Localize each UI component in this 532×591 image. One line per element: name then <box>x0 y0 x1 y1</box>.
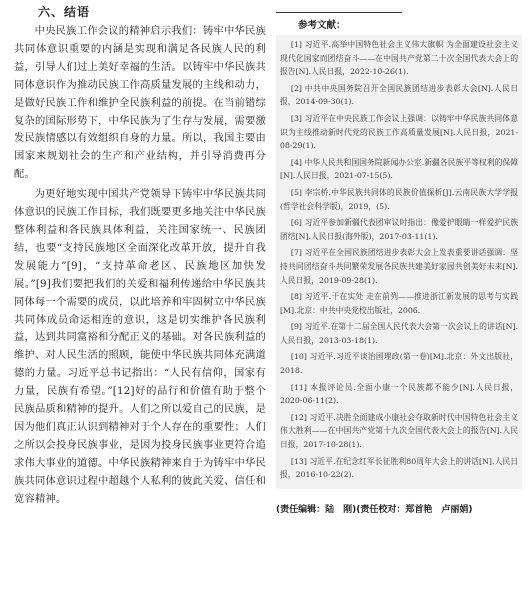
reference-item: [7] 习近平在全国民族团结进步表彰大会上发表重要讲话强调：坚持共同团结奋斗共同繁荣发展各民族共建美好家园共创美好未来[N].人民日报，2019-09-28(1). <box>280 248 518 285</box>
body-paragraph: 中央民族工作会议的精神启示我们：铸牢中华民族共同体意识重要的内涵是实现和满足各民族人民的利益，引导人们过上美好幸福的生活。以铸牢中华民族共同体意识作为推动民族工作高质量发展的主线和动力，是做好民族工作和维护全民族利益的前提。在当前错综复杂的国际形势下，中华民族为了生存与发展，需要激发民族情感以有效组织自身的力量。所以，我国主要由国家来规划社会的生产和产业结构，并引导消费再分配。 <box>14 25 266 181</box>
references-column <box>276 4 522 517</box>
reference-item: [4] 中华人民共和国国务院新闻办公室.新疆各民族平等权利的保障[N].人民日报，2021-07-15(5). <box>280 157 518 181</box>
reference-item: [10] 习近平.习近平谈治国理政(第一卷)[M].北京：外文出版社，2018. <box>280 352 518 376</box>
references-list <box>276 35 522 489</box>
reference-item: [1] 习近平.高举中国特色社会主义伟大旗帜 为全面建设社会主义现代化国家而团结奋斗——在中国共产党第二十次全国代表大会上的报告[N].人民日报，2022-10-26(1). <box>280 40 518 77</box>
reference-item: [3] 习近平在中央民族工作会议上强调：以铸牢中华民族共同体意识为主线推动新时代党的民族工作高质量发展[N].人民日报，2021-08-29(1). <box>280 113 518 151</box>
reference-item: [2] 中共中央国务院召开全国民族团结进步表彰大会[N].人民日报，2014-09-30(1). <box>280 83 518 107</box>
reference-item: [8] 习近平.干在实处 走在前列——推进浙江新发展的思考与实践[M].北京：中共中央党校出版社，2006. <box>280 292 518 315</box>
column-top-rule <box>276 12 402 13</box>
section-heading: 六、结语 <box>38 5 91 19</box>
reference-item: [11] 本报评论员.全面小康一个民族都不能少[N].人民日报，2020-06-11(2). <box>280 382 518 406</box>
reference-item: [6] 习近平参加新疆代表团审议时指出：像爱护眼睛一样爱护民族团结[N].人民日报(海外版)，2017-03-11(1). <box>280 218 518 241</box>
reference-item: [9] 习近平.在第十二届全国人民代表大会第一次会议上的讲话[N].人民日报，2013-03-18(1). <box>280 322 518 345</box>
main-text-column <box>14 4 266 508</box>
editor-credits: (责任编辑：陆 刚)(责任校对：郑首艳 卢丽娟) <box>276 504 473 515</box>
reference-item: [5] 李宗桥.中华民族共同体的民族价值探析[J].云南民族大学学报(哲学社会科学版)，2019，(5). <box>280 187 518 211</box>
references-heading: 参考文献： <box>298 20 346 31</box>
reference-item: [12] 习近平.决胜全面建成小康社会夺取新时代中国特色社会主义伟大胜利——在中国共产党第十九次全国代表大会上的报告[N].人民日报，2017-10-28(1). <box>280 412 518 450</box>
reference-item: [13] 习近平.在纪念红军长征胜利80周年大会上的讲话[N].人民日报，2016-10-22(2). <box>280 456 518 480</box>
body-paragraph: 为更好地实现中国共产党领导下铸牢中华民族共同体意识的民族工作目标，我们既要更多地关注中华民族整体利益和各民族具体利益，关注国家统一、民族团结，也要“支持民族地区全面深化改革开放，提升自我发展能力”[9]，“支持革命老区、民族地区加快发展。”[9]我们要把我们的关爱和福利传递给中华民族共同体每一个需要的成员，以此培养和牢固树立中华民族共同体成员命运相连的意识，这是切实维护各民族利益，达到共同富裕和分配正义的基础。对各民族利益的维护、对人民生活的照顾，能使中华民族共同体充满道德的力量。习近平总书记指出：“人民有信仰，国家有力量，民族有希望。”[12]好的品行和价值有助于整个民族品质和精神的提升。人们之所以爱自己的民族，是因为他们真正认识到精神对于个人存在的重要性；人们之所以会投身民族事业，是因为投身民族事业更符合追求伟大事业的道德。中华民族精神来自于为铸牢中华民族共同体意识过程中超越个人私利的彼此关爱、信任和宽容精神。 <box>14 188 266 505</box>
